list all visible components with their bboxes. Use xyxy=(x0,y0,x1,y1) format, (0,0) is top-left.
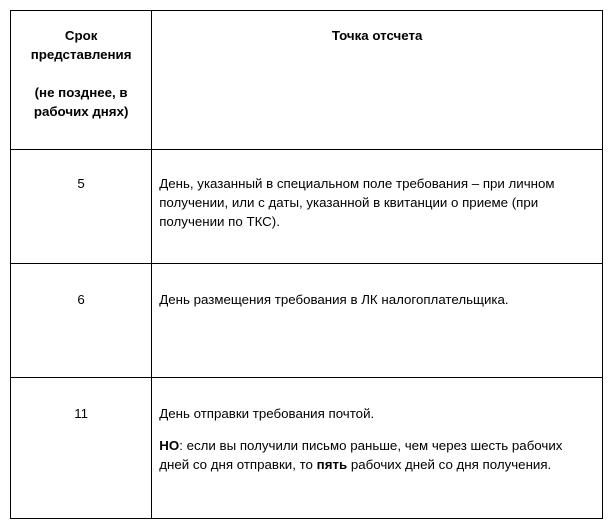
table-row xyxy=(11,264,603,378)
note-text-part1: : если вы получили письмо раньше, чем через шесть рабочих дней со дня отправки, то xyxy=(159,438,563,472)
table-row xyxy=(11,378,603,519)
table-header-row xyxy=(11,11,603,150)
start-point-text: День отправки требования почтой. xyxy=(159,406,375,421)
days-cell: 5 xyxy=(11,150,152,264)
note-bold-emphasis: пять xyxy=(316,457,348,472)
header-deadline-cell xyxy=(11,11,152,150)
start-point-cell xyxy=(152,150,603,264)
header-deadline-title: Срок представления xyxy=(30,28,132,62)
start-point-cell xyxy=(152,264,603,378)
days-cell: 11 xyxy=(11,378,152,519)
start-point-text: День размещения требования в ЛК налогоплательщика. xyxy=(159,292,509,307)
start-point-cell xyxy=(152,378,603,519)
days-cell: 6 xyxy=(11,264,152,378)
note-bold-label: НО xyxy=(159,438,180,453)
header-deadline-note: (не позднее, в рабочих днях) xyxy=(33,85,129,119)
start-point-text: День, указанный в специальном поле требования – при личном получении, или с даты, указанной в квитанции о приеме (при получении по ТКС). xyxy=(159,176,555,229)
deadline-table xyxy=(10,10,603,519)
table-row xyxy=(11,150,603,264)
note-text-part2: рабочих дней со дня получения. xyxy=(347,457,552,472)
exception-note xyxy=(159,436,594,474)
header-start-point: Точка отсчета xyxy=(152,11,603,150)
